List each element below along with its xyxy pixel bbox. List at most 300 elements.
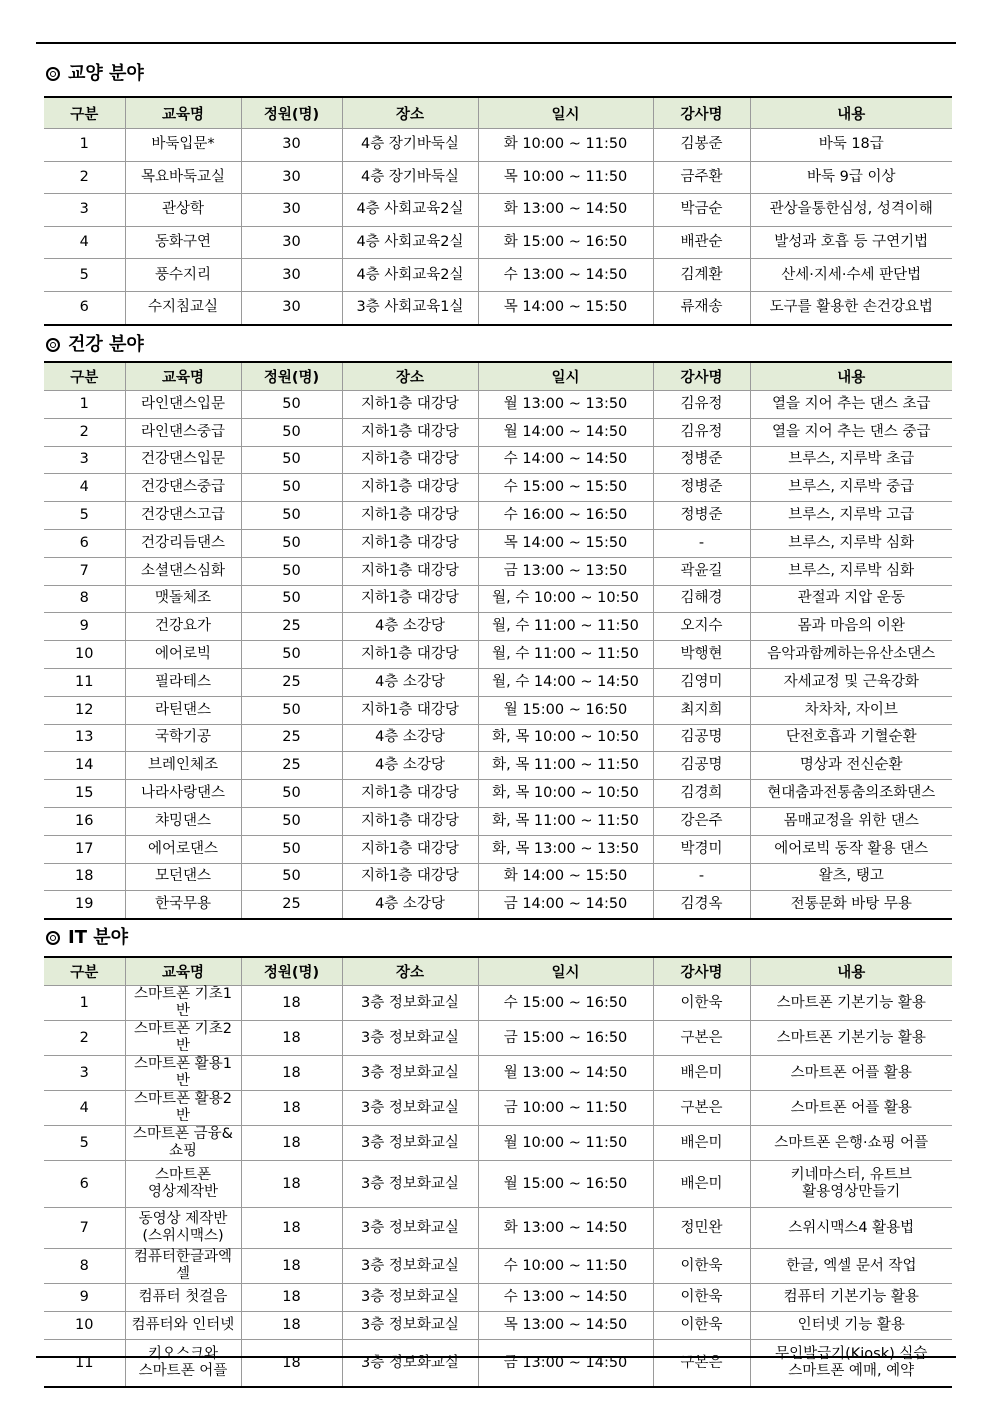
col-schedule: 금 14:00 ~ 14:50: [478, 891, 653, 919]
col-course-name: 스마트폰 활용2반: [125, 1091, 241, 1126]
col-course-name: 컴퓨터와 인터넷: [125, 1312, 241, 1340]
col-content: 관상을통한심성, 성격이해: [750, 194, 952, 227]
table-row: [44, 696, 952, 724]
col-number: 7: [44, 557, 125, 585]
header-row: [44, 957, 952, 986]
col-course-name: 국학기공: [125, 724, 241, 752]
col-capacity: 30: [241, 129, 342, 162]
table-row: [44, 418, 952, 446]
col-schedule: 화 13:00 ~ 14:50: [478, 1208, 653, 1249]
col-number-header: 구분: [44, 957, 125, 986]
col-location: 3층 정보화교실: [342, 1091, 478, 1126]
col-capacity: 50: [241, 641, 342, 669]
col-course-name: 한국무용: [125, 891, 241, 919]
col-number: 18: [44, 863, 125, 891]
health-course-table: [44, 361, 952, 920]
col-number: 16: [44, 807, 125, 835]
col-course-name: 챠밍댄스: [125, 807, 241, 835]
col-number: 5: [44, 259, 125, 292]
col-number: 1: [44, 986, 125, 1021]
col-number: 6: [44, 529, 125, 557]
circle-bullet-icon: [46, 931, 60, 945]
col-instructor: 김해경: [653, 585, 750, 613]
col-course-name: 라틴댄스: [125, 696, 241, 724]
col-capacity: 25: [241, 668, 342, 696]
col-schedule: 화 10:00 ~ 11:50: [478, 129, 653, 162]
col-instructor-header: 강사명: [653, 957, 750, 986]
col-capacity: 50: [241, 418, 342, 446]
col-location: 지하1층 대강당: [342, 391, 478, 419]
col-number: 3: [44, 194, 125, 227]
col-course-name: 스마트폰 기초2반: [125, 1021, 241, 1056]
table-row: [44, 529, 952, 557]
col-content: 관절과 지압 운동: [750, 585, 952, 613]
col-capacity: 30: [241, 259, 342, 292]
col-course-name: 나라사랑댄스: [125, 780, 241, 808]
col-instructor: -: [653, 863, 750, 891]
col-course-name-header: 교육명: [125, 97, 241, 129]
col-schedule: 수 15:00 ~ 15:50: [478, 474, 653, 502]
col-capacity: 50: [241, 863, 342, 891]
it-course-table: [44, 956, 952, 1388]
col-instructor: 김경희: [653, 780, 750, 808]
table-row: [44, 807, 952, 835]
col-content: 바둑 9급 이상: [750, 161, 952, 194]
col-content: 몸과 마음의 이완: [750, 613, 952, 641]
col-number: 3: [44, 1056, 125, 1091]
table-row: [44, 1161, 952, 1208]
col-instructor: 이한욱: [653, 1284, 750, 1312]
col-content: 한글, 엑셀 문서 작업: [750, 1249, 952, 1284]
col-content: 차차차, 자이브: [750, 696, 952, 724]
table-row: [44, 613, 952, 641]
col-location: 지하1층 대강당: [342, 641, 478, 669]
table-row: [44, 129, 952, 162]
table-row: [44, 585, 952, 613]
col-content: 산세·지세·수세 판단법: [750, 259, 952, 292]
table-row: [44, 1056, 952, 1091]
col-instructor: 김유정: [653, 391, 750, 419]
col-schedule-header: 일시: [478, 957, 653, 986]
col-location: 4층 장기바둑실: [342, 129, 478, 162]
col-location: 4층 사회교육2실: [342, 259, 478, 292]
col-capacity: 18: [241, 1126, 342, 1161]
col-schedule: 금 13:00 ~ 14:50: [478, 1340, 653, 1388]
col-capacity: 50: [241, 696, 342, 724]
col-location: 3층 정보화교실: [342, 1126, 478, 1161]
col-location: 4층 사회교육2실: [342, 226, 478, 259]
col-schedule: 수 13:00 ~ 14:50: [478, 259, 653, 292]
col-content: 단전호흡과 기혈순환: [750, 724, 952, 752]
table-row: [44, 1284, 952, 1312]
col-number: 5: [44, 502, 125, 530]
table-row: [44, 752, 952, 780]
col-schedule: 목 10:00 ~ 11:50: [478, 161, 653, 194]
col-capacity: 18: [241, 1312, 342, 1340]
col-instructor: 박행현: [653, 641, 750, 669]
col-content: 열을 지어 추는 댄스 초급: [750, 391, 952, 419]
header-row: [44, 97, 952, 129]
col-schedule-header: 일시: [478, 362, 653, 391]
col-instructor: 김계환: [653, 259, 750, 292]
col-number: 19: [44, 891, 125, 919]
col-instructor: 박금순: [653, 194, 750, 227]
col-schedule-header: 일시: [478, 97, 653, 129]
col-content: 브루스, 지루박 고급: [750, 502, 952, 530]
col-capacity: 50: [241, 502, 342, 530]
table-row: [44, 780, 952, 808]
table-row: [44, 724, 952, 752]
table-row: [44, 1249, 952, 1284]
col-instructor: 최지희: [653, 696, 750, 724]
table-row: [44, 1208, 952, 1249]
col-capacity: 18: [241, 1208, 342, 1249]
col-location: 지하1층 대강당: [342, 557, 478, 585]
col-instructor: 이한욱: [653, 1249, 750, 1284]
col-capacity: 50: [241, 446, 342, 474]
col-course-name: 건강댄스중급: [125, 474, 241, 502]
col-content: 왈츠, 탱고: [750, 863, 952, 891]
bottom-rule: [36, 1356, 956, 1358]
col-capacity: 18: [241, 1161, 342, 1208]
col-capacity: 25: [241, 613, 342, 641]
table-row: [44, 1021, 952, 1056]
table-row: [44, 391, 952, 419]
col-schedule: 화, 목 11:00 ~ 11:50: [478, 807, 653, 835]
col-number: 4: [44, 1091, 125, 1126]
col-number: 14: [44, 752, 125, 780]
col-content: 스위시맥스4 활용법: [750, 1208, 952, 1249]
col-course-name: 모던댄스: [125, 863, 241, 891]
col-instructor: 이한욱: [653, 986, 750, 1021]
col-course-name-header: 교육명: [125, 362, 241, 391]
col-course-name: 건강리듬댄스: [125, 529, 241, 557]
col-schedule: 월 13:00 ~ 14:50: [478, 1056, 653, 1091]
col-instructor: 금주환: [653, 161, 750, 194]
col-instructor: 배은미: [653, 1161, 750, 1208]
col-content: 바둑 18급: [750, 129, 952, 162]
col-schedule: 월, 수 11:00 ~ 11:50: [478, 613, 653, 641]
col-content-header: 내용: [750, 957, 952, 986]
col-content: 열을 지어 추는 댄스 중급: [750, 418, 952, 446]
col-schedule: 수 16:00 ~ 16:50: [478, 502, 653, 530]
col-capacity-header: 정원(명): [241, 97, 342, 129]
col-number: 6: [44, 1161, 125, 1208]
col-instructor: 이한욱: [653, 1312, 750, 1340]
col-schedule: 화, 목 11:00 ~ 11:50: [478, 752, 653, 780]
col-location: 3층 정보화교실: [342, 1249, 478, 1284]
col-instructor: 구본은: [653, 1021, 750, 1056]
col-course-name: 라인댄스입문: [125, 391, 241, 419]
col-instructor: 강은주: [653, 807, 750, 835]
col-number: 6: [44, 291, 125, 324]
col-location: 3층 사회교육1실: [342, 291, 478, 324]
col-instructor-header: 강사명: [653, 97, 750, 129]
col-schedule: 화 15:00 ~ 16:50: [478, 226, 653, 259]
col-capacity: 25: [241, 752, 342, 780]
circle-bullet-icon: [46, 338, 60, 352]
col-content: 몸매교정을 위한 댄스: [750, 807, 952, 835]
col-capacity: 30: [241, 291, 342, 324]
col-number-header: 구분: [44, 97, 125, 129]
col-content: 브루스, 지루박 심화: [750, 557, 952, 585]
col-course-name-header: 교육명: [125, 957, 241, 986]
col-instructor: 배관순: [653, 226, 750, 259]
col-schedule: 화, 목 10:00 ~ 10:50: [478, 724, 653, 752]
col-location: 지하1층 대강당: [342, 418, 478, 446]
col-capacity: 25: [241, 891, 342, 919]
col-course-name: 동화구연: [125, 226, 241, 259]
table-row: [44, 474, 952, 502]
col-number: 7: [44, 1208, 125, 1249]
col-instructor: 정민완: [653, 1208, 750, 1249]
col-location: 4층 소강당: [342, 613, 478, 641]
col-capacity: 18: [241, 1284, 342, 1312]
table-row: [44, 1312, 952, 1340]
col-course-name: 맷돌체조: [125, 585, 241, 613]
table-row: [44, 641, 952, 669]
col-capacity-header: 정원(명): [241, 362, 342, 391]
col-number: 1: [44, 391, 125, 419]
col-instructor: 오지수: [653, 613, 750, 641]
col-location: 3층 정보화교실: [342, 1056, 478, 1091]
col-course-name: 건강댄스고급: [125, 502, 241, 530]
col-number: 11: [44, 668, 125, 696]
col-content: 스마트폰 은행·쇼핑 어플: [750, 1126, 952, 1161]
col-schedule: 금 13:00 ~ 13:50: [478, 557, 653, 585]
col-content-header: 내용: [750, 97, 952, 129]
col-schedule: 월 13:00 ~ 13:50: [478, 391, 653, 419]
table-row: [44, 863, 952, 891]
col-course-name: 에어로댄스: [125, 835, 241, 863]
col-number: 13: [44, 724, 125, 752]
col-location: 4층 소강당: [342, 891, 478, 919]
col-location: 4층 사회교육2실: [342, 194, 478, 227]
header-row: [44, 362, 952, 391]
col-number: 3: [44, 446, 125, 474]
col-number: 2: [44, 1021, 125, 1056]
col-course-name: 컴퓨터한글과엑셀: [125, 1249, 241, 1284]
col-course-name: 에어로빅: [125, 641, 241, 669]
top-rule: [36, 42, 956, 44]
section-title-text: 교양 분야: [68, 63, 144, 84]
section-title-culture: [46, 62, 144, 86]
col-location: 3층 정보화교실: [342, 1284, 478, 1312]
table-row: [44, 835, 952, 863]
col-location: 지하1층 대강당: [342, 585, 478, 613]
col-course-name: 동영상 제작반 (스위시맥스): [125, 1208, 241, 1249]
col-content: 전통문화 바탕 무용: [750, 891, 952, 919]
table-row: [44, 1091, 952, 1126]
col-location: 지하1층 대강당: [342, 807, 478, 835]
col-instructor: 김영미: [653, 668, 750, 696]
col-instructor: 김공명: [653, 752, 750, 780]
col-schedule: 화, 목 13:00 ~ 13:50: [478, 835, 653, 863]
table-row: [44, 502, 952, 530]
col-content: 도구를 활용한 손건강요법: [750, 291, 952, 324]
section-title-text: 건강 분야: [68, 334, 144, 355]
col-schedule: 월 10:00 ~ 11:50: [478, 1126, 653, 1161]
col-capacity: 18: [241, 1021, 342, 1056]
col-capacity: 50: [241, 529, 342, 557]
col-content: 음악과함께하는유산소댄스: [750, 641, 952, 669]
table-row: [44, 161, 952, 194]
col-location: 4층 소강당: [342, 724, 478, 752]
col-course-name: 소셜댄스심화: [125, 557, 241, 585]
col-schedule: 목 13:00 ~ 14:50: [478, 1312, 653, 1340]
col-number: 4: [44, 474, 125, 502]
col-location: 3층 정보화교실: [342, 1312, 478, 1340]
col-capacity: 50: [241, 807, 342, 835]
col-course-name: 수지침교실: [125, 291, 241, 324]
col-capacity: 50: [241, 780, 342, 808]
col-content: 스마트폰 어플 활용: [750, 1056, 952, 1091]
col-location-header: 장소: [342, 957, 478, 986]
col-number: 10: [44, 1312, 125, 1340]
col-capacity: 18: [241, 986, 342, 1021]
col-number: 9: [44, 1284, 125, 1312]
col-course-name: 관상학: [125, 194, 241, 227]
col-number-header: 구분: [44, 362, 125, 391]
table-row: [44, 557, 952, 585]
col-instructor-header: 강사명: [653, 362, 750, 391]
table-row: [44, 891, 952, 919]
col-capacity: 18: [241, 1091, 342, 1126]
col-course-name: 스마트폰 금융&쇼핑: [125, 1126, 241, 1161]
col-number: 1: [44, 129, 125, 162]
col-instructor: -: [653, 529, 750, 557]
col-course-name: 스마트폰 활용1반: [125, 1056, 241, 1091]
col-content: 현대춤과전통춤의조화댄스: [750, 780, 952, 808]
col-schedule: 금 15:00 ~ 16:50: [478, 1021, 653, 1056]
col-location: 지하1층 대강당: [342, 502, 478, 530]
col-location-header: 장소: [342, 97, 478, 129]
col-capacity: 30: [241, 226, 342, 259]
col-number: 5: [44, 1126, 125, 1161]
col-number: 9: [44, 613, 125, 641]
col-location-header: 장소: [342, 362, 478, 391]
col-location: 3층 정보화교실: [342, 1161, 478, 1208]
col-number: 10: [44, 641, 125, 669]
col-course-name: 라인댄스중급: [125, 418, 241, 446]
culture-course-table: [44, 96, 952, 326]
col-capacity: 50: [241, 474, 342, 502]
col-number: 17: [44, 835, 125, 863]
col-content: 브루스, 지루박 중급: [750, 474, 952, 502]
col-course-name: 풍수지리: [125, 259, 241, 292]
col-schedule: 월, 수 14:00 ~ 14:50: [478, 668, 653, 696]
col-content: 스마트폰 어플 활용: [750, 1091, 952, 1126]
col-content: 컴퓨터 기본기능 활용: [750, 1284, 952, 1312]
col-schedule: 월, 수 10:00 ~ 10:50: [478, 585, 653, 613]
col-number: 15: [44, 780, 125, 808]
col-location: 3층 정보화교실: [342, 1021, 478, 1056]
table-row: [44, 259, 952, 292]
col-instructor: 김유정: [653, 418, 750, 446]
col-content: 명상과 전신순환: [750, 752, 952, 780]
col-schedule: 수 14:00 ~ 14:50: [478, 446, 653, 474]
col-capacity: 25: [241, 724, 342, 752]
col-course-name: 건강요가: [125, 613, 241, 641]
col-number: 8: [44, 585, 125, 613]
col-schedule: 목 14:00 ~ 15:50: [478, 291, 653, 324]
table-row: [44, 668, 952, 696]
col-schedule: 월 14:00 ~ 14:50: [478, 418, 653, 446]
col-content: 에어로빅 동작 활용 댄스: [750, 835, 952, 863]
col-instructor: 김봉준: [653, 129, 750, 162]
col-course-name: 바둑입문*: [125, 129, 241, 162]
col-capacity: 18: [241, 1056, 342, 1091]
col-course-name: 필라테스: [125, 668, 241, 696]
col-location: 3층 정보화교실: [342, 1340, 478, 1388]
col-content: 무인발급기(Kiosk) 실습 스마트폰 예매, 예약: [750, 1340, 952, 1388]
col-content: 스마트폰 기본기능 활용: [750, 1021, 952, 1056]
col-instructor: 김공명: [653, 724, 750, 752]
col-capacity: 18: [241, 1340, 342, 1388]
col-capacity: 30: [241, 161, 342, 194]
col-schedule: 월 15:00 ~ 16:50: [478, 1161, 653, 1208]
table-row: [44, 291, 952, 324]
col-instructor: 정병준: [653, 446, 750, 474]
circle-bullet-icon: [46, 67, 60, 81]
col-instructor: 류재송: [653, 291, 750, 324]
section-title-health: [46, 333, 144, 357]
col-location: 4층 장기바둑실: [342, 161, 478, 194]
col-location: 4층 소강당: [342, 668, 478, 696]
col-schedule: 화 13:00 ~ 14:50: [478, 194, 653, 227]
col-instructor: 김경옥: [653, 891, 750, 919]
col-course-name: 건강댄스입문: [125, 446, 241, 474]
col-instructor: 정병준: [653, 502, 750, 530]
col-location: 지하1층 대강당: [342, 446, 478, 474]
col-content: 자세교정 및 근육강화: [750, 668, 952, 696]
col-course-name: 브레인체조: [125, 752, 241, 780]
col-instructor: 정병준: [653, 474, 750, 502]
col-content: 스마트폰 기본기능 활용: [750, 986, 952, 1021]
col-schedule: 화, 목 10:00 ~ 10:50: [478, 780, 653, 808]
col-number: 11: [44, 1340, 125, 1388]
section-title-text: IT 분야: [68, 927, 129, 948]
table-row: [44, 226, 952, 259]
col-course-name: 컴퓨터 첫걸음: [125, 1284, 241, 1312]
col-location: 지하1층 대강당: [342, 835, 478, 863]
col-content-header: 내용: [750, 362, 952, 391]
table-row: [44, 1126, 952, 1161]
col-course-name: 스마트폰 영상제작반: [125, 1161, 241, 1208]
col-content: 키네마스터, 유트브 활용영상만들기: [750, 1161, 952, 1208]
col-schedule: 월, 수 11:00 ~ 11:50: [478, 641, 653, 669]
col-capacity: 18: [241, 1249, 342, 1284]
table-row: [44, 194, 952, 227]
table-row: [44, 1340, 952, 1388]
col-course-name: 키오스크와 스마트폰 어플: [125, 1340, 241, 1388]
col-location: 지하1층 대강당: [342, 696, 478, 724]
col-instructor: 배은미: [653, 1056, 750, 1091]
col-number: 2: [44, 161, 125, 194]
col-instructor: 배은미: [653, 1126, 750, 1161]
col-location: 지하1층 대강당: [342, 529, 478, 557]
col-location: 지하1층 대강당: [342, 780, 478, 808]
col-schedule: 수 10:00 ~ 11:50: [478, 1249, 653, 1284]
col-schedule: 월 15:00 ~ 16:50: [478, 696, 653, 724]
col-schedule: 목 14:00 ~ 15:50: [478, 529, 653, 557]
col-capacity: 30: [241, 194, 342, 227]
col-course-name: 스마트폰 기초1반: [125, 986, 241, 1021]
col-content: 발성과 호흡 등 구연기법: [750, 226, 952, 259]
col-instructor: 구본은: [653, 1340, 750, 1388]
col-course-name: 목요바둑교실: [125, 161, 241, 194]
col-schedule: 화 14:00 ~ 15:50: [478, 863, 653, 891]
